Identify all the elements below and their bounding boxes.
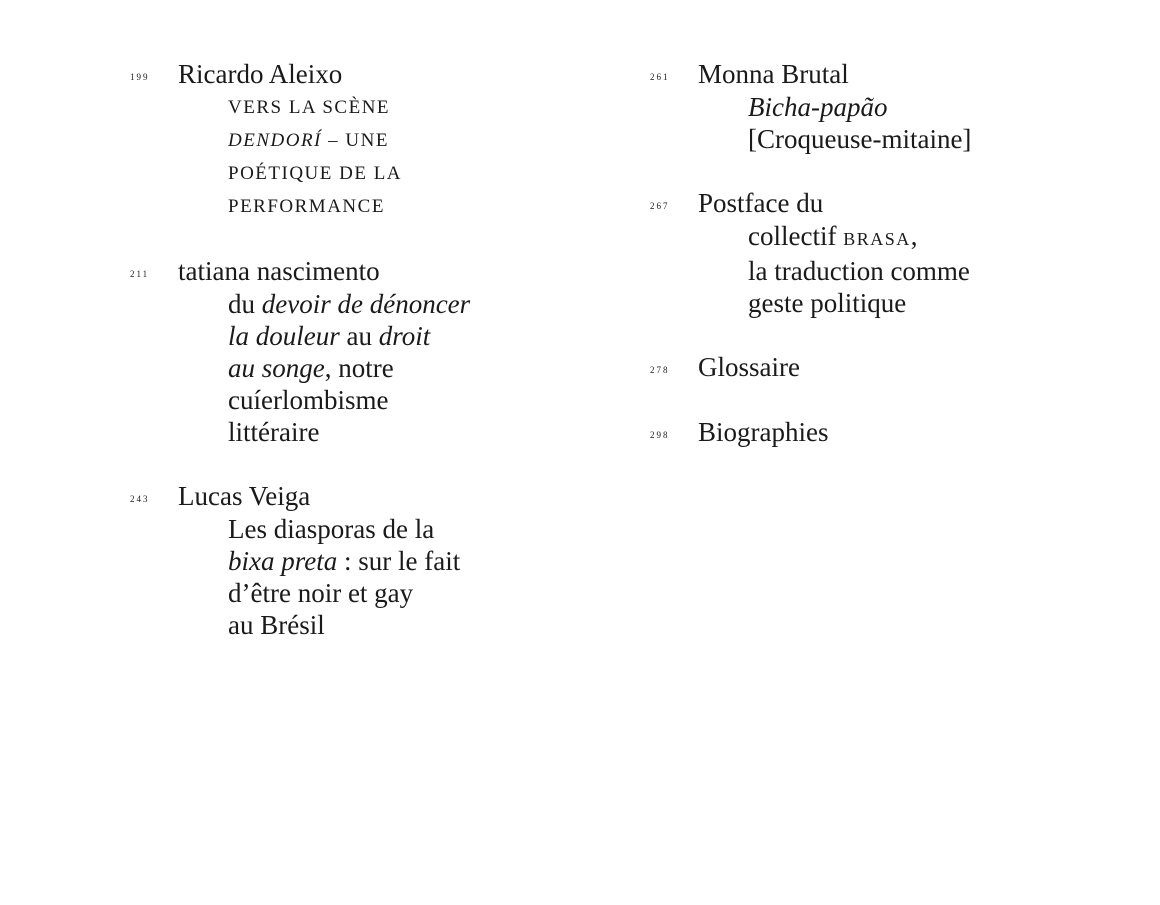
toc-entry-biographies[interactable] (650, 416, 1130, 449)
page-number: 278 (650, 365, 670, 375)
entry-title: Les diasporas de la bixa preta : sur le fait d’être noir et gay au Brésil (228, 514, 461, 640)
entry-title: collectif BRASA, la traduction comme geste politique (748, 221, 970, 318)
toc-left-column (130, 58, 550, 673)
toc-entry-glossaire[interactable] (650, 351, 1130, 384)
toc-entry-brutal[interactable] (650, 58, 1130, 155)
page-number: 211 (130, 269, 150, 279)
entry-author: Ricardo Aleixo (178, 59, 343, 89)
entry-author: tatiana nascimento (178, 256, 380, 286)
page-number: 243 (130, 494, 150, 504)
toc-entry-postface[interactable] (650, 187, 1130, 319)
entry-author: Biographies (698, 417, 829, 447)
toc-entry-nascimento[interactable] (130, 255, 550, 448)
entry-author: Postface du (698, 188, 824, 218)
entry-title: du devoir de dénoncer la douleur au droit au songe, notre cuíerlombisme littéraire (228, 289, 471, 447)
page-number: 261 (650, 72, 670, 82)
page-number: 199 (130, 72, 150, 82)
page-number: 298 (650, 430, 670, 440)
entry-title: Bicha-papão [Croqueuse-mitaine] (748, 92, 972, 154)
toc-entry-aleixo[interactable] (130, 58, 550, 223)
toc-right-column (650, 58, 1130, 481)
entry-author: Monna Brutal (698, 59, 849, 89)
toc-entry-veiga[interactable] (130, 480, 550, 641)
entry-author: Lucas Veiga (178, 481, 311, 511)
entry-author: Glossaire (698, 352, 800, 382)
entry-title: VERS LA SCÈNE DENDORÍ – UNE POÉTIQUE DE LA PERFORMANCE (228, 97, 403, 217)
page-number: 267 (650, 201, 670, 211)
